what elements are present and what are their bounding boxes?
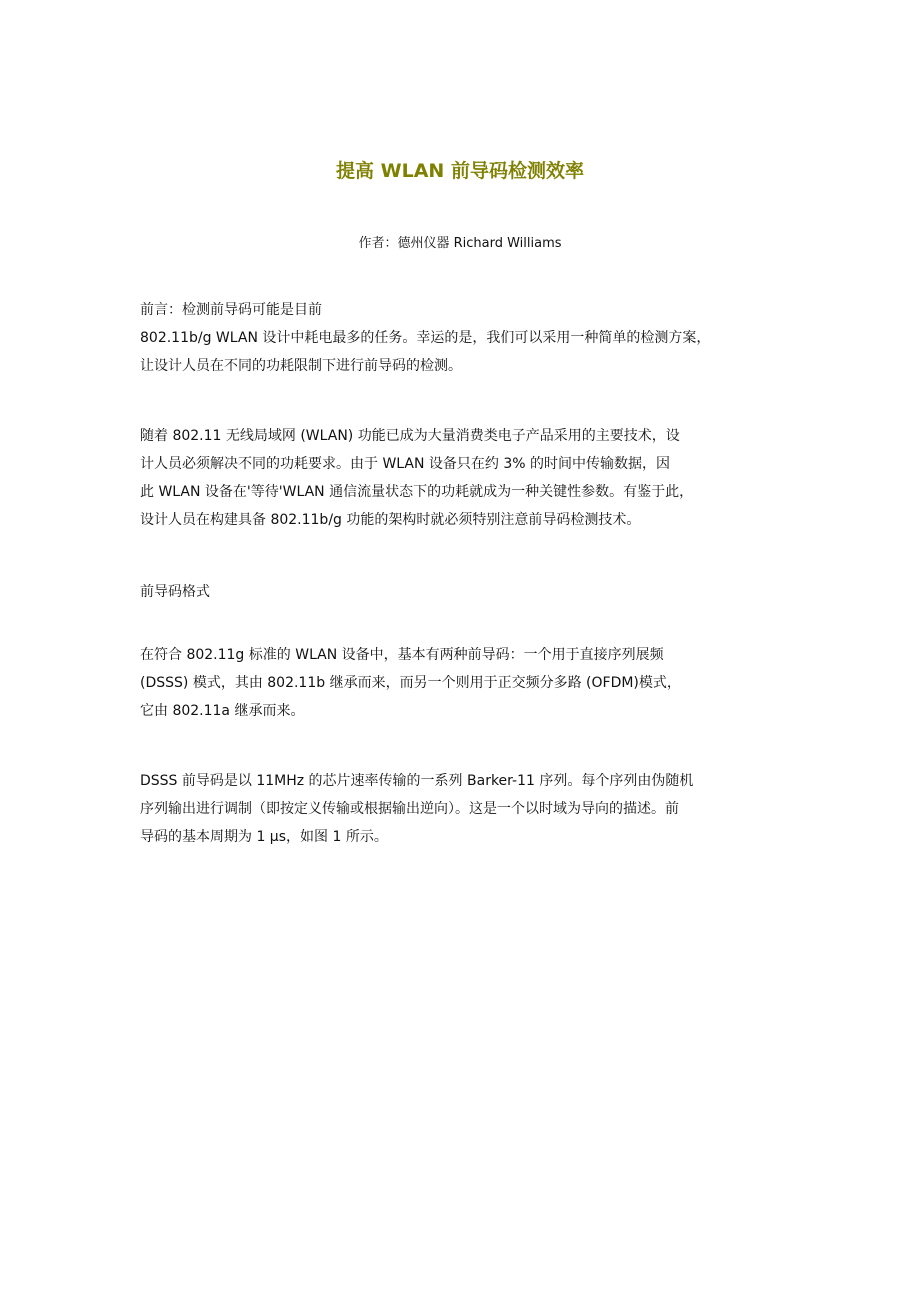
text-line: 设计人员在构建具备 802.11b/g 功能的架构时就必须特别注意前导码检测技术。 [140, 512, 641, 528]
text-line: 导码的基本周期为 1 μs，如图 1 所示。 [140, 829, 388, 845]
section-heading: 前导码格式 [140, 584, 210, 600]
author-line: 作者：德州仪器 Richard Williams [358, 236, 562, 251]
text-line: DSSS 前导码是以 11MHz 的芯片速率传输的一系列 Barker-11 序列。每个序列由伪随机 [140, 773, 694, 789]
text-line: 让设计人员在不同的功耗限制下进行前导码的检测。 [140, 358, 462, 374]
text-line: 计人员必须解决不同的功耗要求。由于 WLAN 设备只在约 3% 的时间中传输数据，因 [140, 456, 671, 472]
text-line: 序列输出进行调制（即按定义传输或根据输出逆向）。这是一个以时域为导向的描述。前 [140, 801, 679, 817]
document-title: 提高 WLAN 前导码检测效率 [336, 160, 584, 182]
text-line: 802.11b/g WLAN 设计中耗电最多的任务。幸运的是，我们可以采用一种简单的检测方案， [140, 330, 711, 346]
text-line: 它由 802.11a 继承而来。 [140, 703, 305, 719]
text-line: 在符合 802.11g 标准的 WLAN 设备中，基本有两种前导码：一个用于直接序列展频 [140, 647, 664, 663]
text-line: (DSSS) 模式，其由 802.11b 继承而来，而另一个则用于正交频分多路 (OFDM)模式， [140, 675, 681, 691]
section-heading-preamble-format [140, 578, 790, 606]
paragraph-background [140, 422, 790, 534]
text-line: 此 WLAN 设备在'等待'WLAN 通信流量状态下的功耗就成为一种关键性参数。有鉴于此， [140, 484, 694, 500]
text-line: 前言：检测前导码可能是目前 [140, 302, 322, 318]
paragraph-preamble-types [140, 641, 790, 725]
paragraph-intro [140, 296, 790, 380]
text-line: 随着 802.11 无线局域网 (WLAN) 功能已成为大量消费类电子产品采用的主要技术，设 [140, 428, 680, 444]
paragraph-dsss [140, 767, 790, 851]
